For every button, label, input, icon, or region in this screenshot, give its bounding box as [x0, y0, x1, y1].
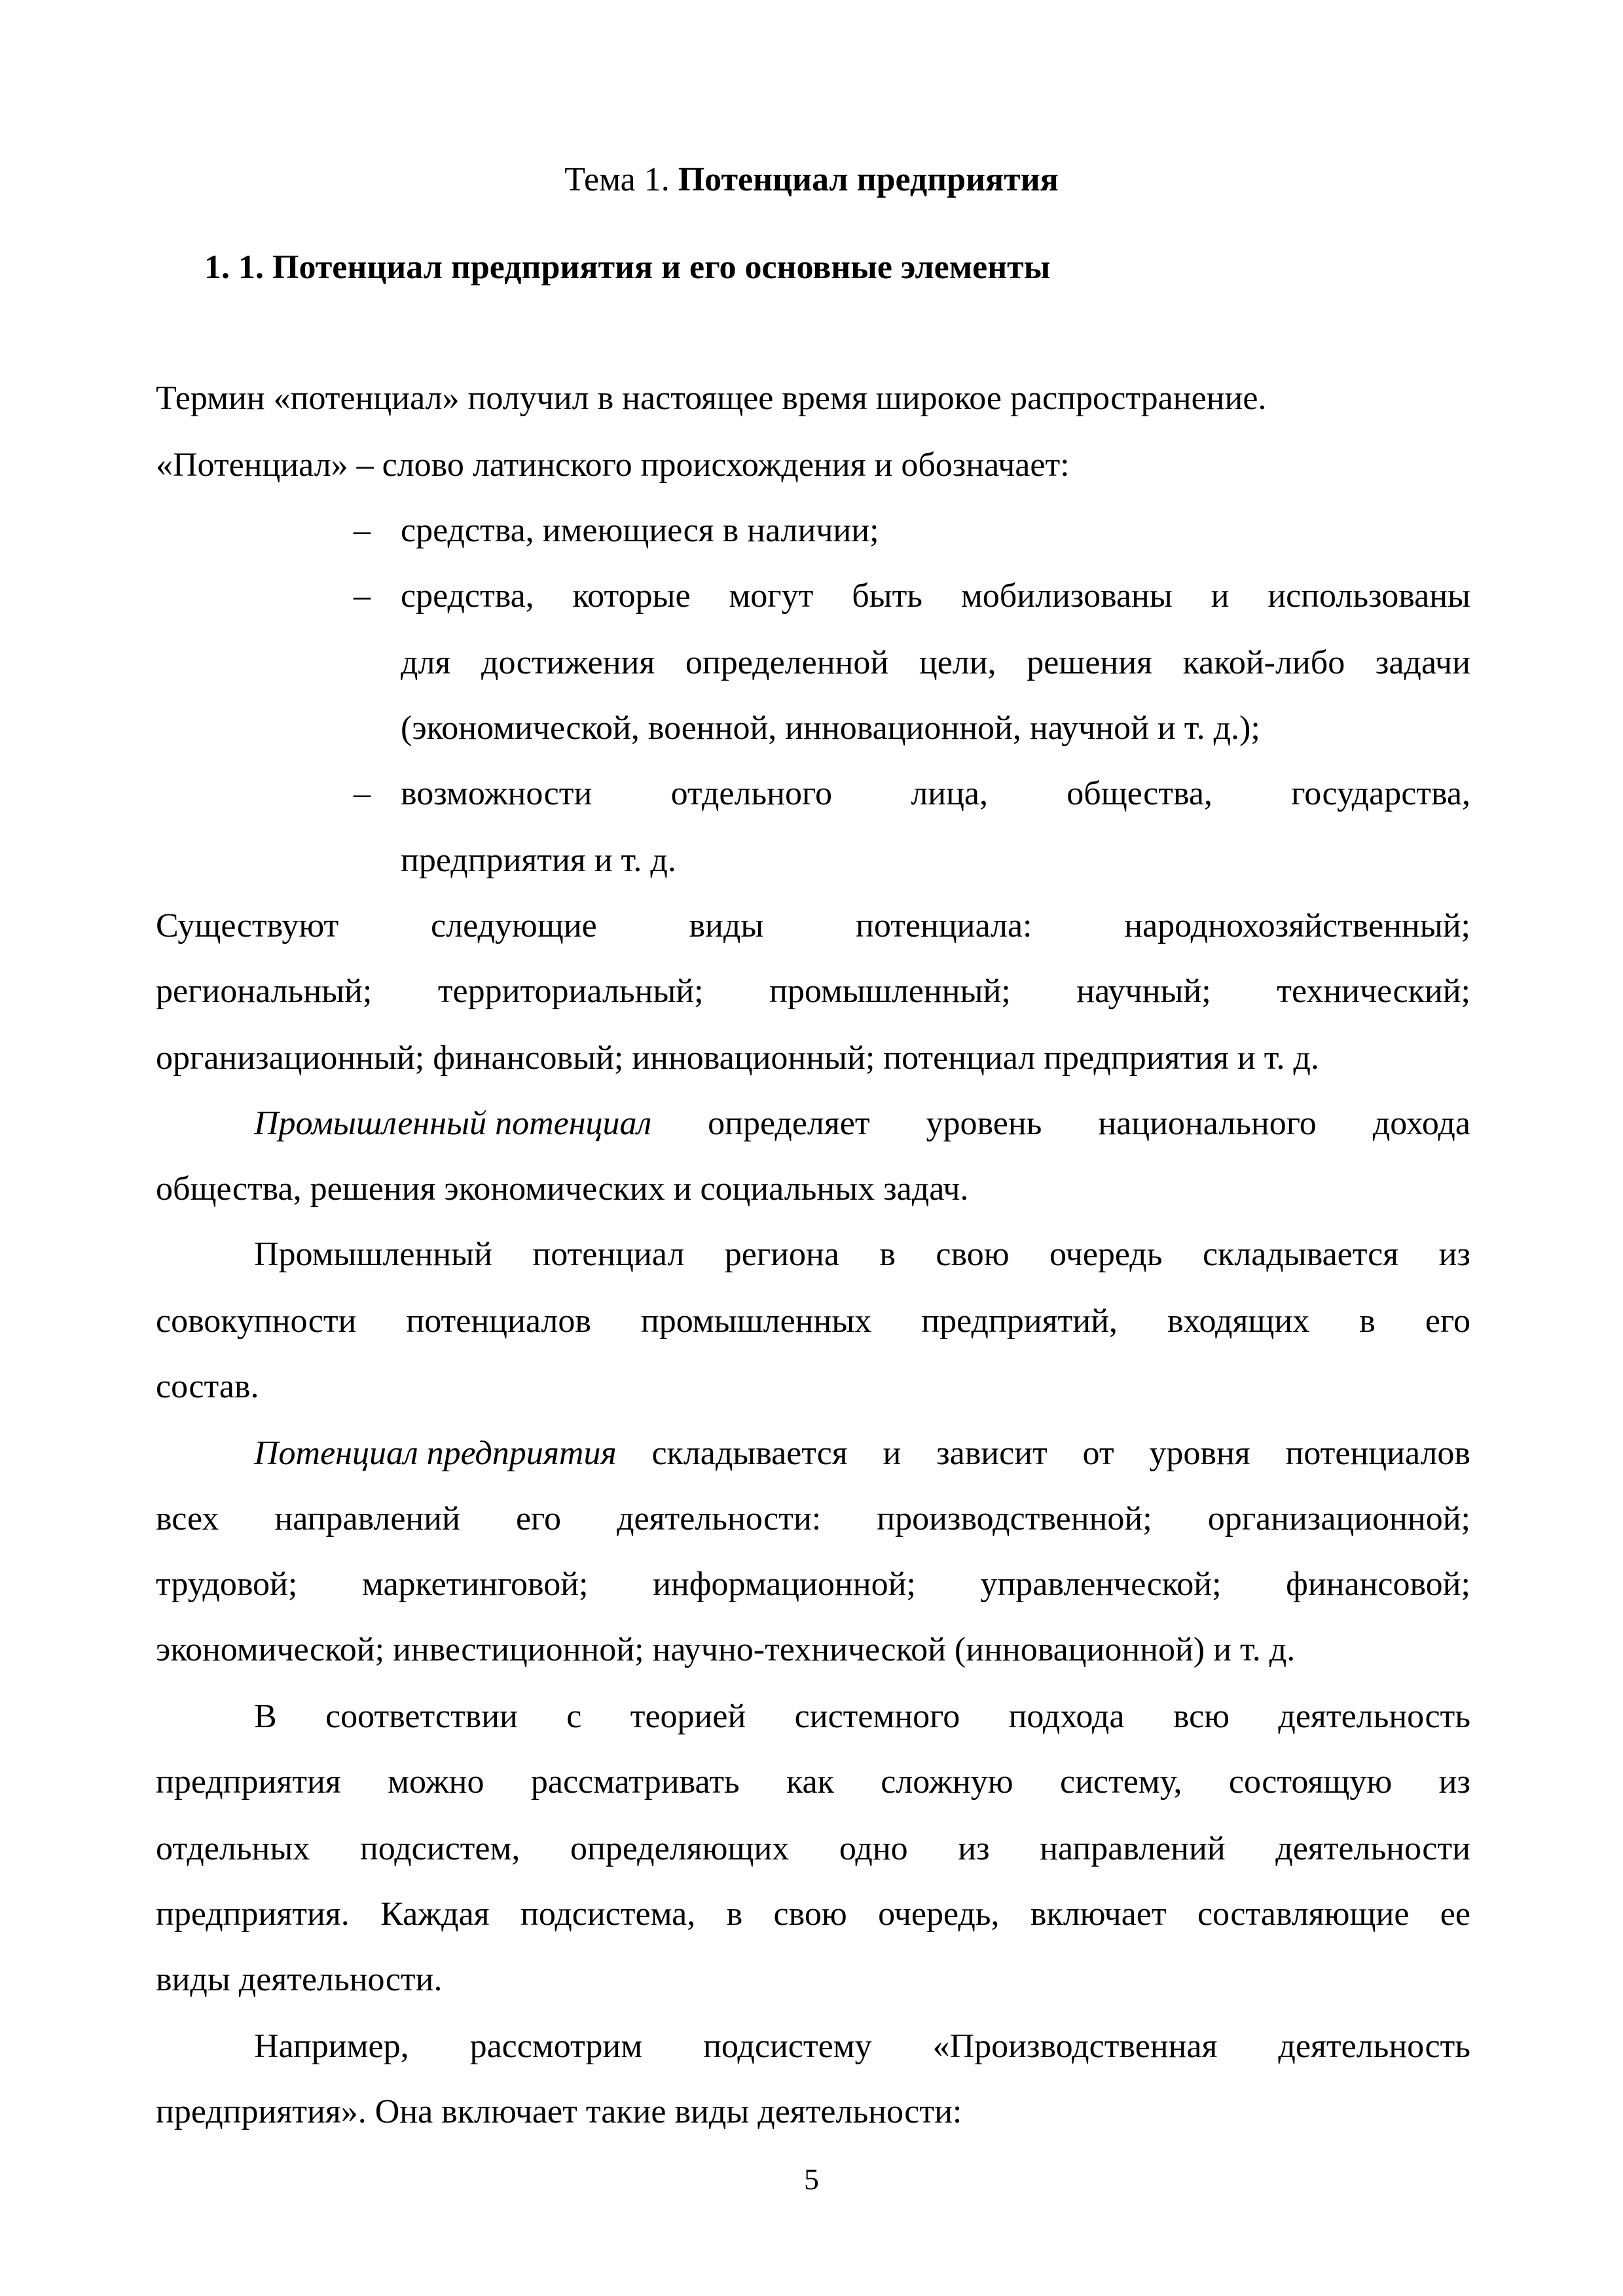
word: технический; [1277, 973, 1470, 1010]
word: в [879, 1236, 896, 1273]
word: в [1359, 1302, 1376, 1340]
word: подсистем, [359, 1830, 520, 1867]
word: всю [1173, 1698, 1230, 1735]
industrial-term: Промышленный потенциал [254, 1105, 652, 1142]
word: и [1211, 577, 1230, 615]
word: из [1438, 1763, 1470, 1801]
topic-prefix: Тема 1. [564, 161, 678, 198]
word: информационной; [653, 1566, 916, 1603]
word: решения [1027, 644, 1152, 681]
word: свою [936, 1236, 1010, 1273]
word: ее [1440, 1895, 1470, 1933]
word: соответствии [325, 1698, 518, 1735]
enterprise-word: потенциалов [1285, 1435, 1470, 1472]
systems-line-4 [156, 1892, 1470, 1937]
word: Промышленный [254, 1236, 492, 1273]
word: теорией [630, 1698, 746, 1735]
bullet-1: средства, имеющиеся в наличии; [401, 512, 879, 549]
word: могут [729, 577, 814, 615]
word: промышленный; [769, 973, 1011, 1010]
word: народнохозяйственный; [1124, 907, 1470, 944]
word: общества, [1067, 775, 1213, 812]
word: из [1438, 1236, 1470, 1273]
word: государства, [1291, 775, 1470, 812]
enterprise-line-1 [254, 1431, 1470, 1477]
word: его [1425, 1302, 1470, 1340]
enterprise-word: от [1082, 1435, 1114, 1472]
word: быть [852, 577, 923, 615]
enterprise-line-2 [156, 1496, 1470, 1542]
word: потенциалов [406, 1302, 591, 1340]
bullet-2-line-1 [401, 573, 1470, 619]
regional-line-1 [254, 1232, 1470, 1278]
word: рассматривать [530, 1763, 740, 1801]
word: «Производственная [932, 2028, 1218, 2065]
word: направлений [1040, 1830, 1226, 1867]
industrial-line-1 [254, 1101, 1470, 1147]
word: определяющих [570, 1830, 790, 1867]
word: трудовой; [156, 1566, 298, 1603]
example-line-1 [254, 2024, 1470, 2070]
word: систему, [1060, 1763, 1182, 1801]
enterprise-term: Потенциал предприятия [254, 1435, 617, 1472]
intro-line-2: «Потенциал» – слово латинского происхождения и обозначает: [156, 446, 1070, 484]
word: предприятия. [156, 1895, 350, 1933]
word: управленческой; [980, 1566, 1222, 1603]
word: научный; [1076, 973, 1211, 1010]
word: его [515, 1500, 562, 1537]
enterprise-line-3 [156, 1562, 1470, 1607]
word: территориальный; [437, 973, 704, 1010]
enterprise-word: и [883, 1435, 902, 1472]
word: деятельности [1275, 1830, 1470, 1867]
word: отдельного [670, 775, 833, 812]
enterprise-word: уровня [1149, 1435, 1250, 1472]
word: региональный; [156, 973, 373, 1010]
industrial-word: определяет [708, 1105, 870, 1142]
word: Например, [254, 2028, 409, 2065]
industrial-line-2: общества, решения экономических и социальных задач. [156, 1170, 969, 1208]
word: достижения [481, 644, 655, 681]
topic-title [0, 157, 1623, 203]
word: предприятий, [921, 1302, 1118, 1340]
word: промышленных [640, 1302, 872, 1340]
word: какой-либо [1182, 644, 1345, 681]
word: лица, [911, 775, 988, 812]
word: деятельность [1278, 1698, 1470, 1735]
word: очередь [1049, 1236, 1163, 1273]
word: свою [773, 1895, 847, 1933]
word: подсистема, [520, 1895, 696, 1933]
word: маркетинговой; [361, 1566, 589, 1603]
word: возможности [401, 775, 593, 812]
regional-line-3: состав. [156, 1368, 259, 1405]
word: в [726, 1895, 743, 1933]
word: деятельности: [617, 1500, 822, 1537]
word: следующие [431, 907, 597, 944]
industrial-word: национального [1098, 1105, 1317, 1142]
types-line-3: организационный; финансовый; инновационный; потенциал предприятия и т. д. [156, 1039, 1320, 1077]
word: потенциала: [856, 907, 1032, 944]
enterprise-word: зависит [936, 1435, 1048, 1472]
enterprise-word: складывается [651, 1435, 848, 1472]
word: включает [1030, 1895, 1167, 1933]
types-line-2 [156, 969, 1470, 1014]
word: входящих [1167, 1302, 1310, 1340]
word: производственной; [877, 1500, 1152, 1537]
word: всех [156, 1500, 219, 1537]
word: финансовой; [1286, 1566, 1470, 1603]
regional-line-2 [156, 1299, 1470, 1344]
word: совокупности [156, 1302, 357, 1340]
topic-name: Потенциал предприятия [678, 161, 1059, 198]
types-line-1 [156, 903, 1470, 949]
word: задачи [1375, 644, 1470, 681]
word: с [566, 1698, 582, 1735]
word: средства, [401, 577, 534, 615]
word: предприятия [156, 1763, 341, 1801]
bullet-dash-2: – [354, 577, 371, 615]
word: сложную [881, 1763, 1013, 1801]
word: системного [794, 1698, 960, 1735]
bullet-dash-1: – [354, 512, 371, 549]
word: Каждая [380, 1895, 490, 1933]
bullet-dash-3: – [354, 775, 371, 812]
word: направлений [274, 1500, 460, 1537]
word: подсистему [703, 2028, 872, 2065]
word: которые [572, 577, 691, 615]
systems-line-5: виды деятельности. [156, 1961, 443, 1998]
word: рассмотрим [469, 2028, 643, 2065]
section-heading: 1. 1. Потенциал предприятия и его основные элементы [204, 249, 1051, 286]
industrial-word: уровень [926, 1105, 1042, 1142]
word: Существуют [156, 907, 339, 944]
word: определенной [685, 644, 889, 681]
page-number: 5 [804, 2162, 819, 2196]
word: отдельных [156, 1830, 310, 1867]
industrial-word: дохода [1372, 1105, 1470, 1142]
systems-line-2 [156, 1759, 1470, 1805]
systems-line-3 [156, 1826, 1470, 1872]
enterprise-line-4: экономической; инвестиционной; научно-технической (инновационной) и т. д. [156, 1631, 1296, 1668]
example-line-2: предприятия». Она включает такие виды деятельности: [156, 2093, 962, 2130]
intro-line-1: Термин «потенциал» получил в настоящее время широкое распространение. [156, 380, 1267, 417]
word: можно [388, 1763, 484, 1801]
bullet-2-line-3: (экономической, военной, инновационной, научной и т. д.); [401, 709, 1260, 747]
word: из [958, 1830, 990, 1867]
word: использованы [1267, 577, 1470, 615]
bullet-3-line-1 [401, 771, 1470, 817]
word: одно [839, 1830, 908, 1867]
word: складывается [1202, 1236, 1399, 1273]
word: В [254, 1698, 277, 1735]
word: организационной; [1207, 1500, 1470, 1537]
word: как [786, 1763, 834, 1801]
word: для [401, 644, 451, 681]
word: региона [724, 1236, 839, 1273]
word: мобилизованы [960, 577, 1173, 615]
word: виды [689, 907, 764, 944]
word: состоящую [1228, 1763, 1393, 1801]
word: деятельность [1278, 2028, 1470, 2065]
word: составляющие [1197, 1895, 1410, 1933]
bullet-3-line-2: предприятия и т. д. [401, 842, 676, 879]
word: подхода [1008, 1698, 1125, 1735]
bullet-2-line-2 [401, 640, 1470, 686]
word: очередь, [878, 1895, 1000, 1933]
word: цели, [919, 644, 996, 681]
word: потенциал [532, 1236, 685, 1273]
systems-line-1 [254, 1694, 1470, 1740]
